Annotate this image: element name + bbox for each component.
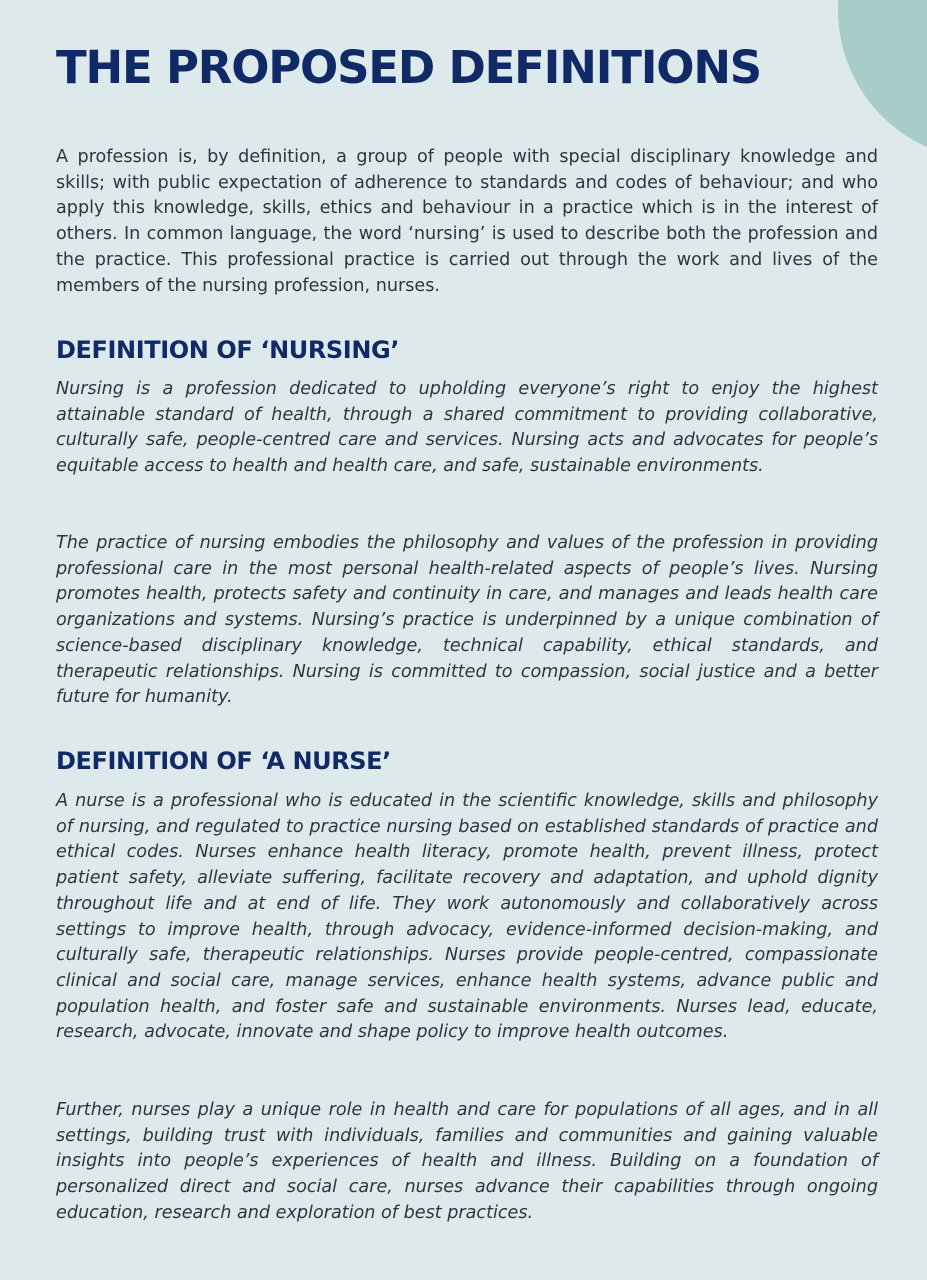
intro-paragraph: A profession is, by definition, a group of people with special disciplinary knowledge and skills; with public expectation of adherence to standards and codes of behaviour; and who apply this knowledge, skills, ethics and behaviour in a practice which is in the interest of others. In common language, the word ‘nursing’ is used to describe both the profession and the practice. This professional practice is carried out through the work and lives of the members of the nursing profession, nurses. [56, 147, 878, 296]
nursing-definition-paragraph-2: The practice of nursing embodies the philosophy and values of the profession in providing professional care in the most personal health-related aspects of people’s lives. Nursing promotes health, protects safety and continuity in care, and manages and leads health care organizations and systems. Nursing’s practice is underpinned by a unique combination of science-based disciplinary knowledge, technical capability, ethical standards, and therapeutic relationships. Nursing is committed to compassion, social justice and a better future for humanity. [56, 533, 878, 708]
page-title: THE PROPOSED DEFINITIONS [56, 41, 761, 94]
section-heading-nursing: DEFINITION OF ‘NURSING’ [56, 336, 400, 364]
nurse-definition-paragraph-2: Further, nurses play a unique role in health and care for populations of all ages, and in all settings, building trust with individuals, families and communities and gaining valuable insights into people’s experiences of health and illness. Building on a foundation of personalized direct and social care, nurses advance their capabilities through ongoing education, research and exploration of best practices. [56, 1100, 878, 1223]
corner-decoration [838, 0, 927, 160]
nurse-definition-paragraph-1: A nurse is a professional who is educated in the scientific knowledge, skills and philosophy of nursing, and regulated to practice nursing based on established standards of practice and ethical codes. Nurses enhance health literacy, promote health, prevent illness, protect patient safety, alleviate suffering, facilitate recovery and adaptation, and uphold dignity throughout life and at end of life. They work autonomously and collaboratively across settings to improve health, through advocacy, evidence-informed decision-making, and culturally safe, therapeutic relationships. Nurses provide people-centred, compassionate clinical and social care, manage services, enhance health systems, advance public and population health, and foster safe and sustainable environments. Nurses lead, educate, research, advocate, innovate and shape policy to improve health outcomes. [56, 791, 878, 1043]
nursing-definition-paragraph-1: Nursing is a profession dedicated to upholding everyone’s right to enjoy the highest attainable standard of health, through a shared commitment to providing collaborative, culturally safe, people-centred care and services. Nursing acts and advocates for people’s equitable access to health and health care, and safe, sustainable environments. [56, 379, 878, 477]
section-heading-nurse: DEFINITION OF ‘A NURSE’ [56, 747, 391, 775]
